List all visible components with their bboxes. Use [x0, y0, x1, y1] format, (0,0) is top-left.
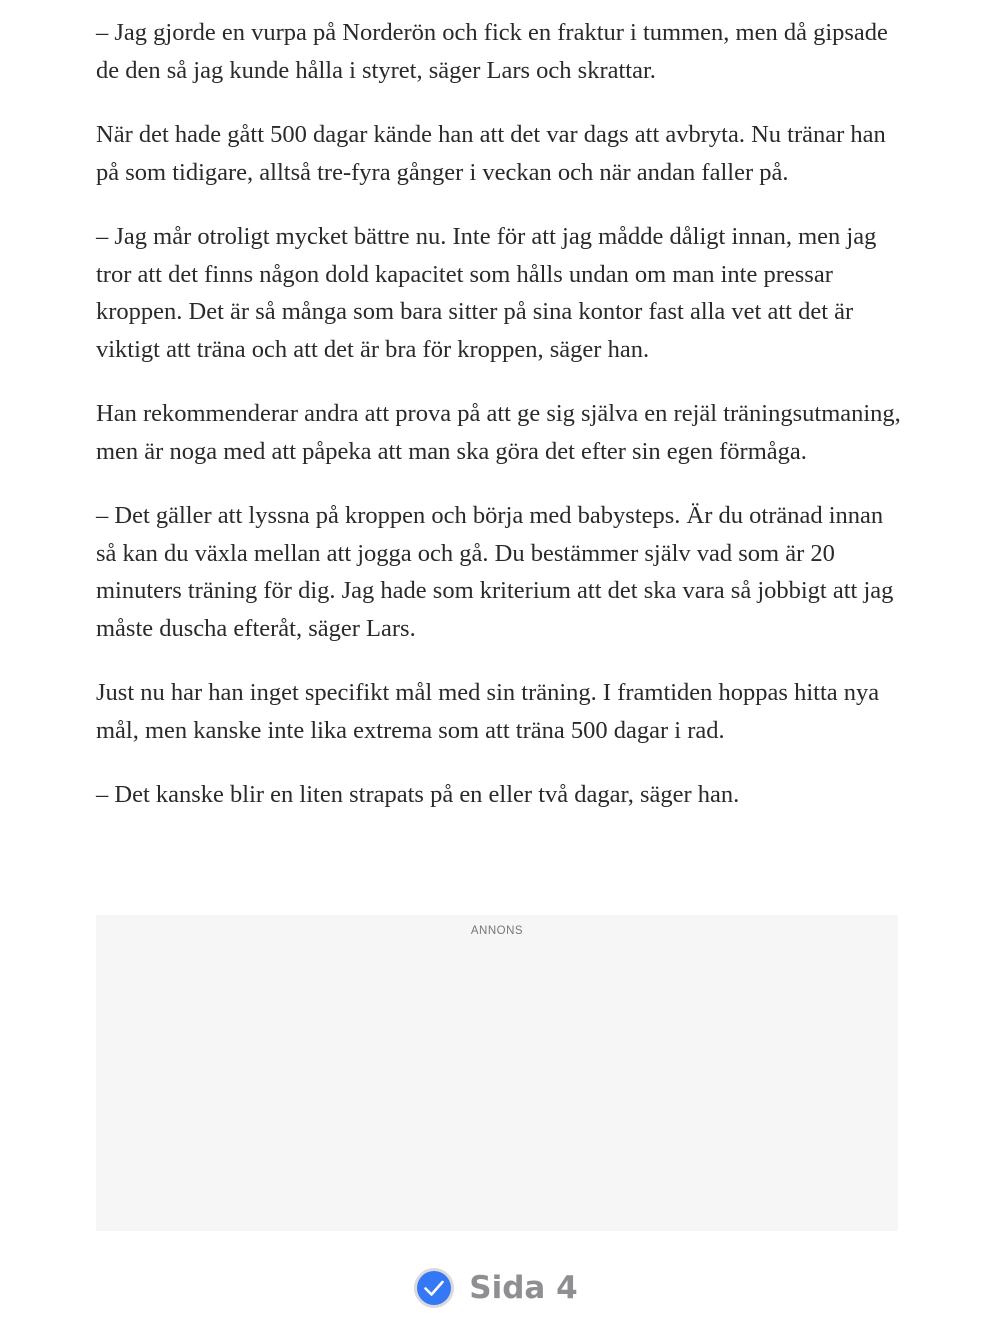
article-paragraph: Just nu har han inget specifikt mål med sin träning. I framtiden hoppas hitta nya mål, men kanske inte lika extrema som att träna 500 dagar i rad.: [96, 679, 880, 744]
page-number-label: Sida 4: [469, 1270, 578, 1306]
checkmark-circle-icon: [413, 1267, 455, 1309]
article-paragraph: – Jag gjorde en vurpa på Norderön och fick en fraktur i tummen, men då gipsade de den så jag kunde hålla i styret, säger Lars och skrattar.: [96, 19, 888, 84]
article-paragraph: Han rekommenderar andra att prova på att ge sig själva en rejäl träningsutmaning, men är noga med att påpeka att man ska göra det efter sin egen förmåga.: [96, 400, 901, 465]
ad-label: ANNONS: [470, 925, 524, 937]
article-paragraph: – Jag mår otroligt mycket bättre nu. Inte för att jag mådde dåligt innan, men jag tror att det finns någon dold kapacitet som hålls undan om man inte pressar kroppen. Det är så många som bara sitter på sina kontor fast alla vet att det är viktigt att träna och att det är bra för kroppen, säger han.: [96, 223, 877, 363]
page-indicator[interactable]: [0, 1265, 991, 1311]
advertisement-slot[interactable]: [96, 915, 898, 1231]
article-paragraph: När det hade gått 500 dagar kände han att det var dags att avbryta. Nu tränar han på som tidigare, alltså tre-fyra gånger i veckan och när andan faller på.: [96, 121, 886, 186]
article-paragraph: – Det kanske blir en liten strapats på en eller två dagar, säger han.: [96, 781, 740, 808]
article-paragraph: – Det gäller att lyssna på kroppen och börja med babysteps. Är du otränad innan så kan du växla mellan att jogga och gå. Du bestämmer själv vad som är 20 minuters träning för dig. Jag hade som kriterium att det ska vara så jobbigt att jag måste duscha efteråt, säger Lars.: [96, 502, 894, 642]
article-body: [96, 14, 906, 841]
